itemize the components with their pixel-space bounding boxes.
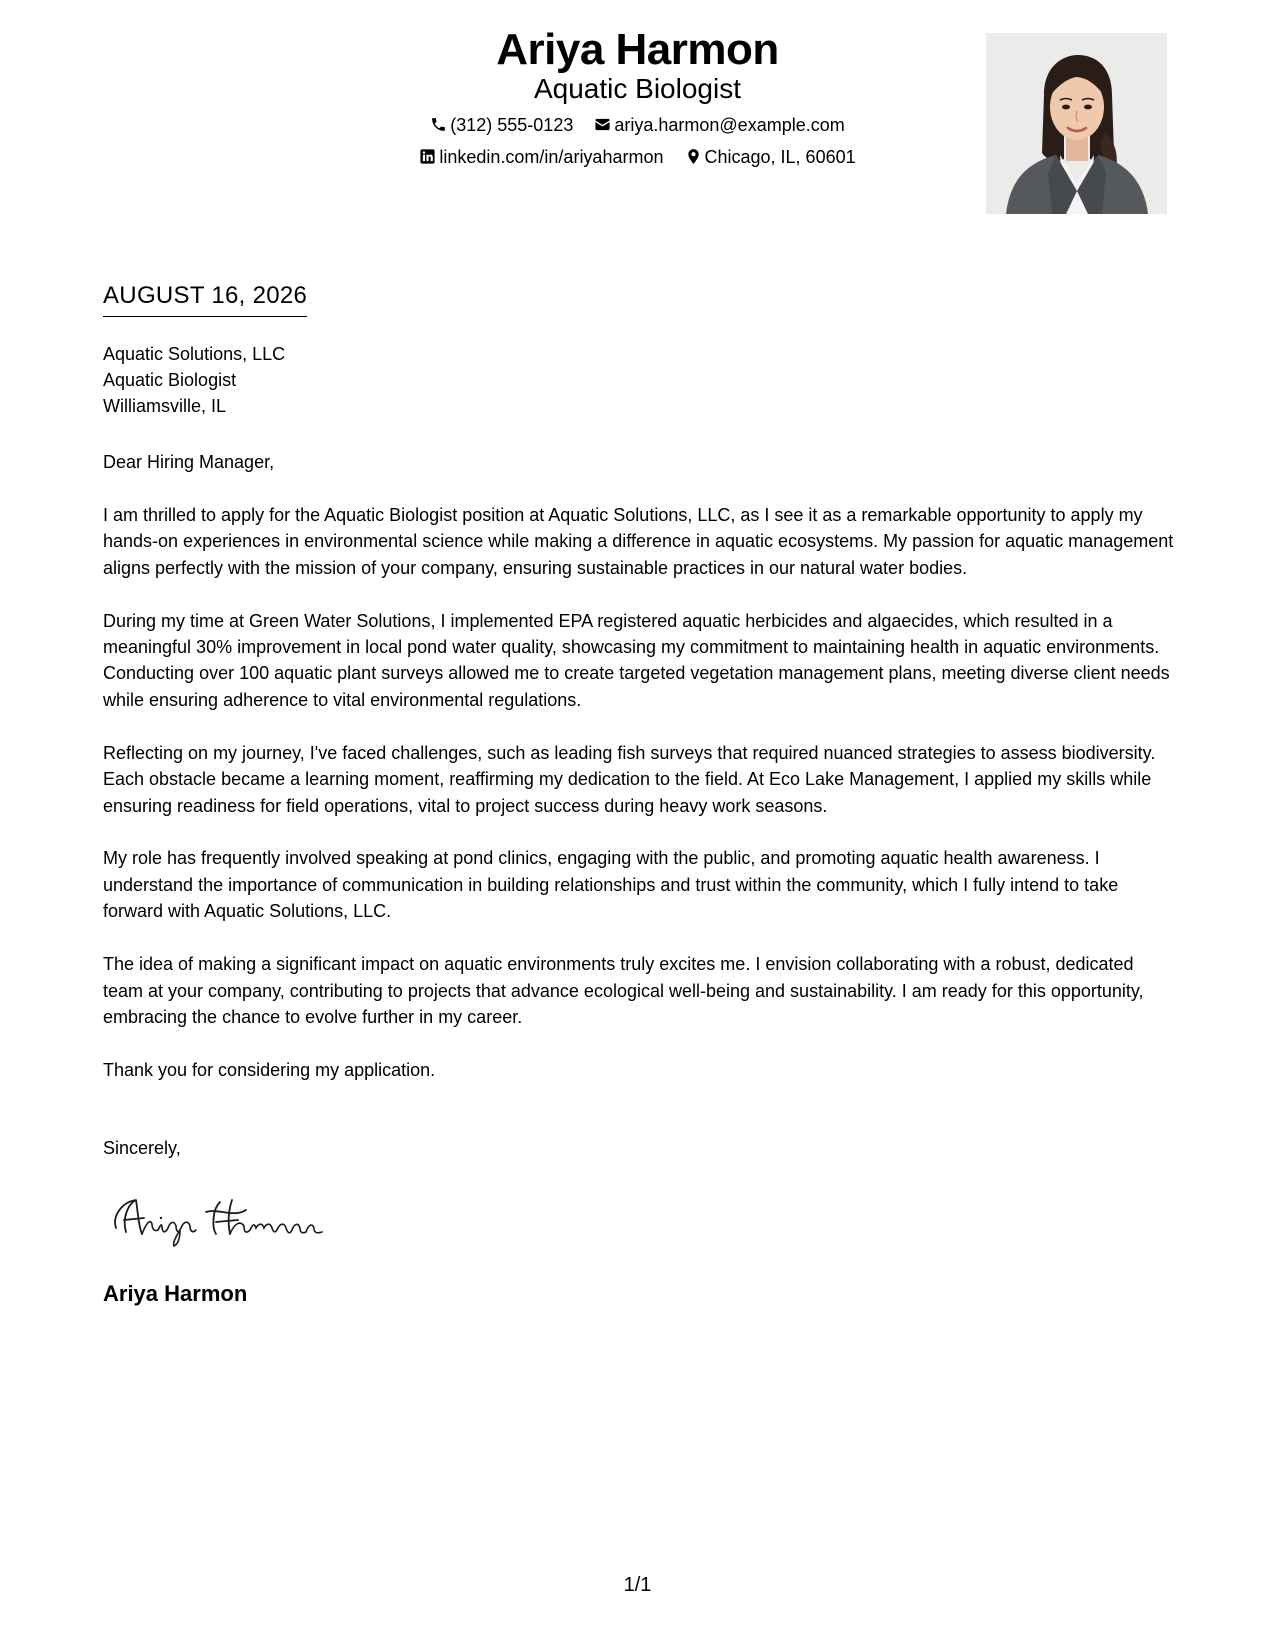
letter-body (103, 449, 1178, 1110)
contact-email[interactable] (594, 113, 844, 137)
portrait-image (986, 33, 1167, 214)
applicant-name: Ariya Harmon (496, 25, 779, 74)
recipient-company: Aquatic Solutions, LLC (103, 344, 286, 364)
body-paragraph-3: Reflecting on my journey, I've faced challenges, such as leading fish surveys that required nuanced strategies to assess biodiversity. Each obstacle became a learning moment, reaffirming my dedication to the field. At Eco Lake Management, I applied my skills while ensuring readiness for field operations, vital to project success during heavy work seasons. (103, 742, 1156, 816)
profile-photo (986, 33, 1167, 214)
body-paragraph-4: My role has frequently involved speaking at pond clinics, engaging with the public, and promoting aquatic health awareness. I understand the importance of communication in building relationships and trust within the community, which I fully intend to take forward with Aquatic Solutions, LLC. (103, 848, 1119, 922)
closing: Sincerely, (103, 1138, 181, 1158)
contact-location (685, 145, 856, 169)
contact-phone (430, 113, 573, 137)
phone-text: (312) 555-0123 (450, 115, 574, 135)
handwritten-signature (108, 1188, 368, 1248)
salutation: Dear Hiring Manager, (103, 452, 275, 472)
phone-icon (430, 116, 447, 133)
linkedin-icon (419, 148, 436, 165)
email-text: ariya.harmon@example.com (614, 115, 845, 135)
recipient-block (103, 341, 285, 419)
signed-name: Ariya Harmon (103, 1281, 248, 1306)
contact-linkedin[interactable] (419, 145, 663, 169)
recipient-city: Williamsville, IL (103, 396, 227, 416)
body-paragraph-2: During my time at Green Water Solutions, I implemented EPA registered aquatic herbicides and algaecides, which resulted in a meaningful 30% improvement in local pond water quality, showcasing my commitment to maintaining health in aquatic environments. Conducting over 100 aquatic plant surveys allowed me to create targeted vegetation management plans, meeting diverse client needs while ensuring adherence to vital environmental regulations. (103, 610, 1170, 710)
map-pin-icon (685, 148, 702, 165)
letter-date: AUGUST 16, 2026 (103, 280, 307, 317)
body-paragraph-5: The idea of making a significant impact on aquatic environments truly excites me. I envision collaborating with a robust, dedicated team at your company, contributing to projects that advance ecological well-being and sustainability. I am ready for this opportunity, embracing the chance to evolve further in my career. (103, 954, 1144, 1027)
body-paragraph-1: I am thrilled to apply for the Aquatic Biologist position at Aquatic Solutions, LLC, as I see it as a remarkable opportunity to apply my hands-on experiences in environmental science while making a difference in aquatic ecosystems. My passion for aquatic management aligns perfectly with the mission of your company, ensuring sustainable practices in our natural water bodies. (103, 504, 1174, 578)
body-paragraph-6: Thank you for considering my application. (103, 1059, 436, 1080)
envelope-icon (594, 116, 611, 133)
location-text: Chicago, IL, 60601 (704, 147, 856, 167)
page-indicator: 1/1 (623, 1574, 652, 1596)
applicant-title: Aquatic Biologist (533, 73, 741, 104)
recipient-position: Aquatic Biologist (103, 370, 237, 390)
linkedin-text: linkedin.com/in/ariyaharmon (439, 147, 664, 167)
